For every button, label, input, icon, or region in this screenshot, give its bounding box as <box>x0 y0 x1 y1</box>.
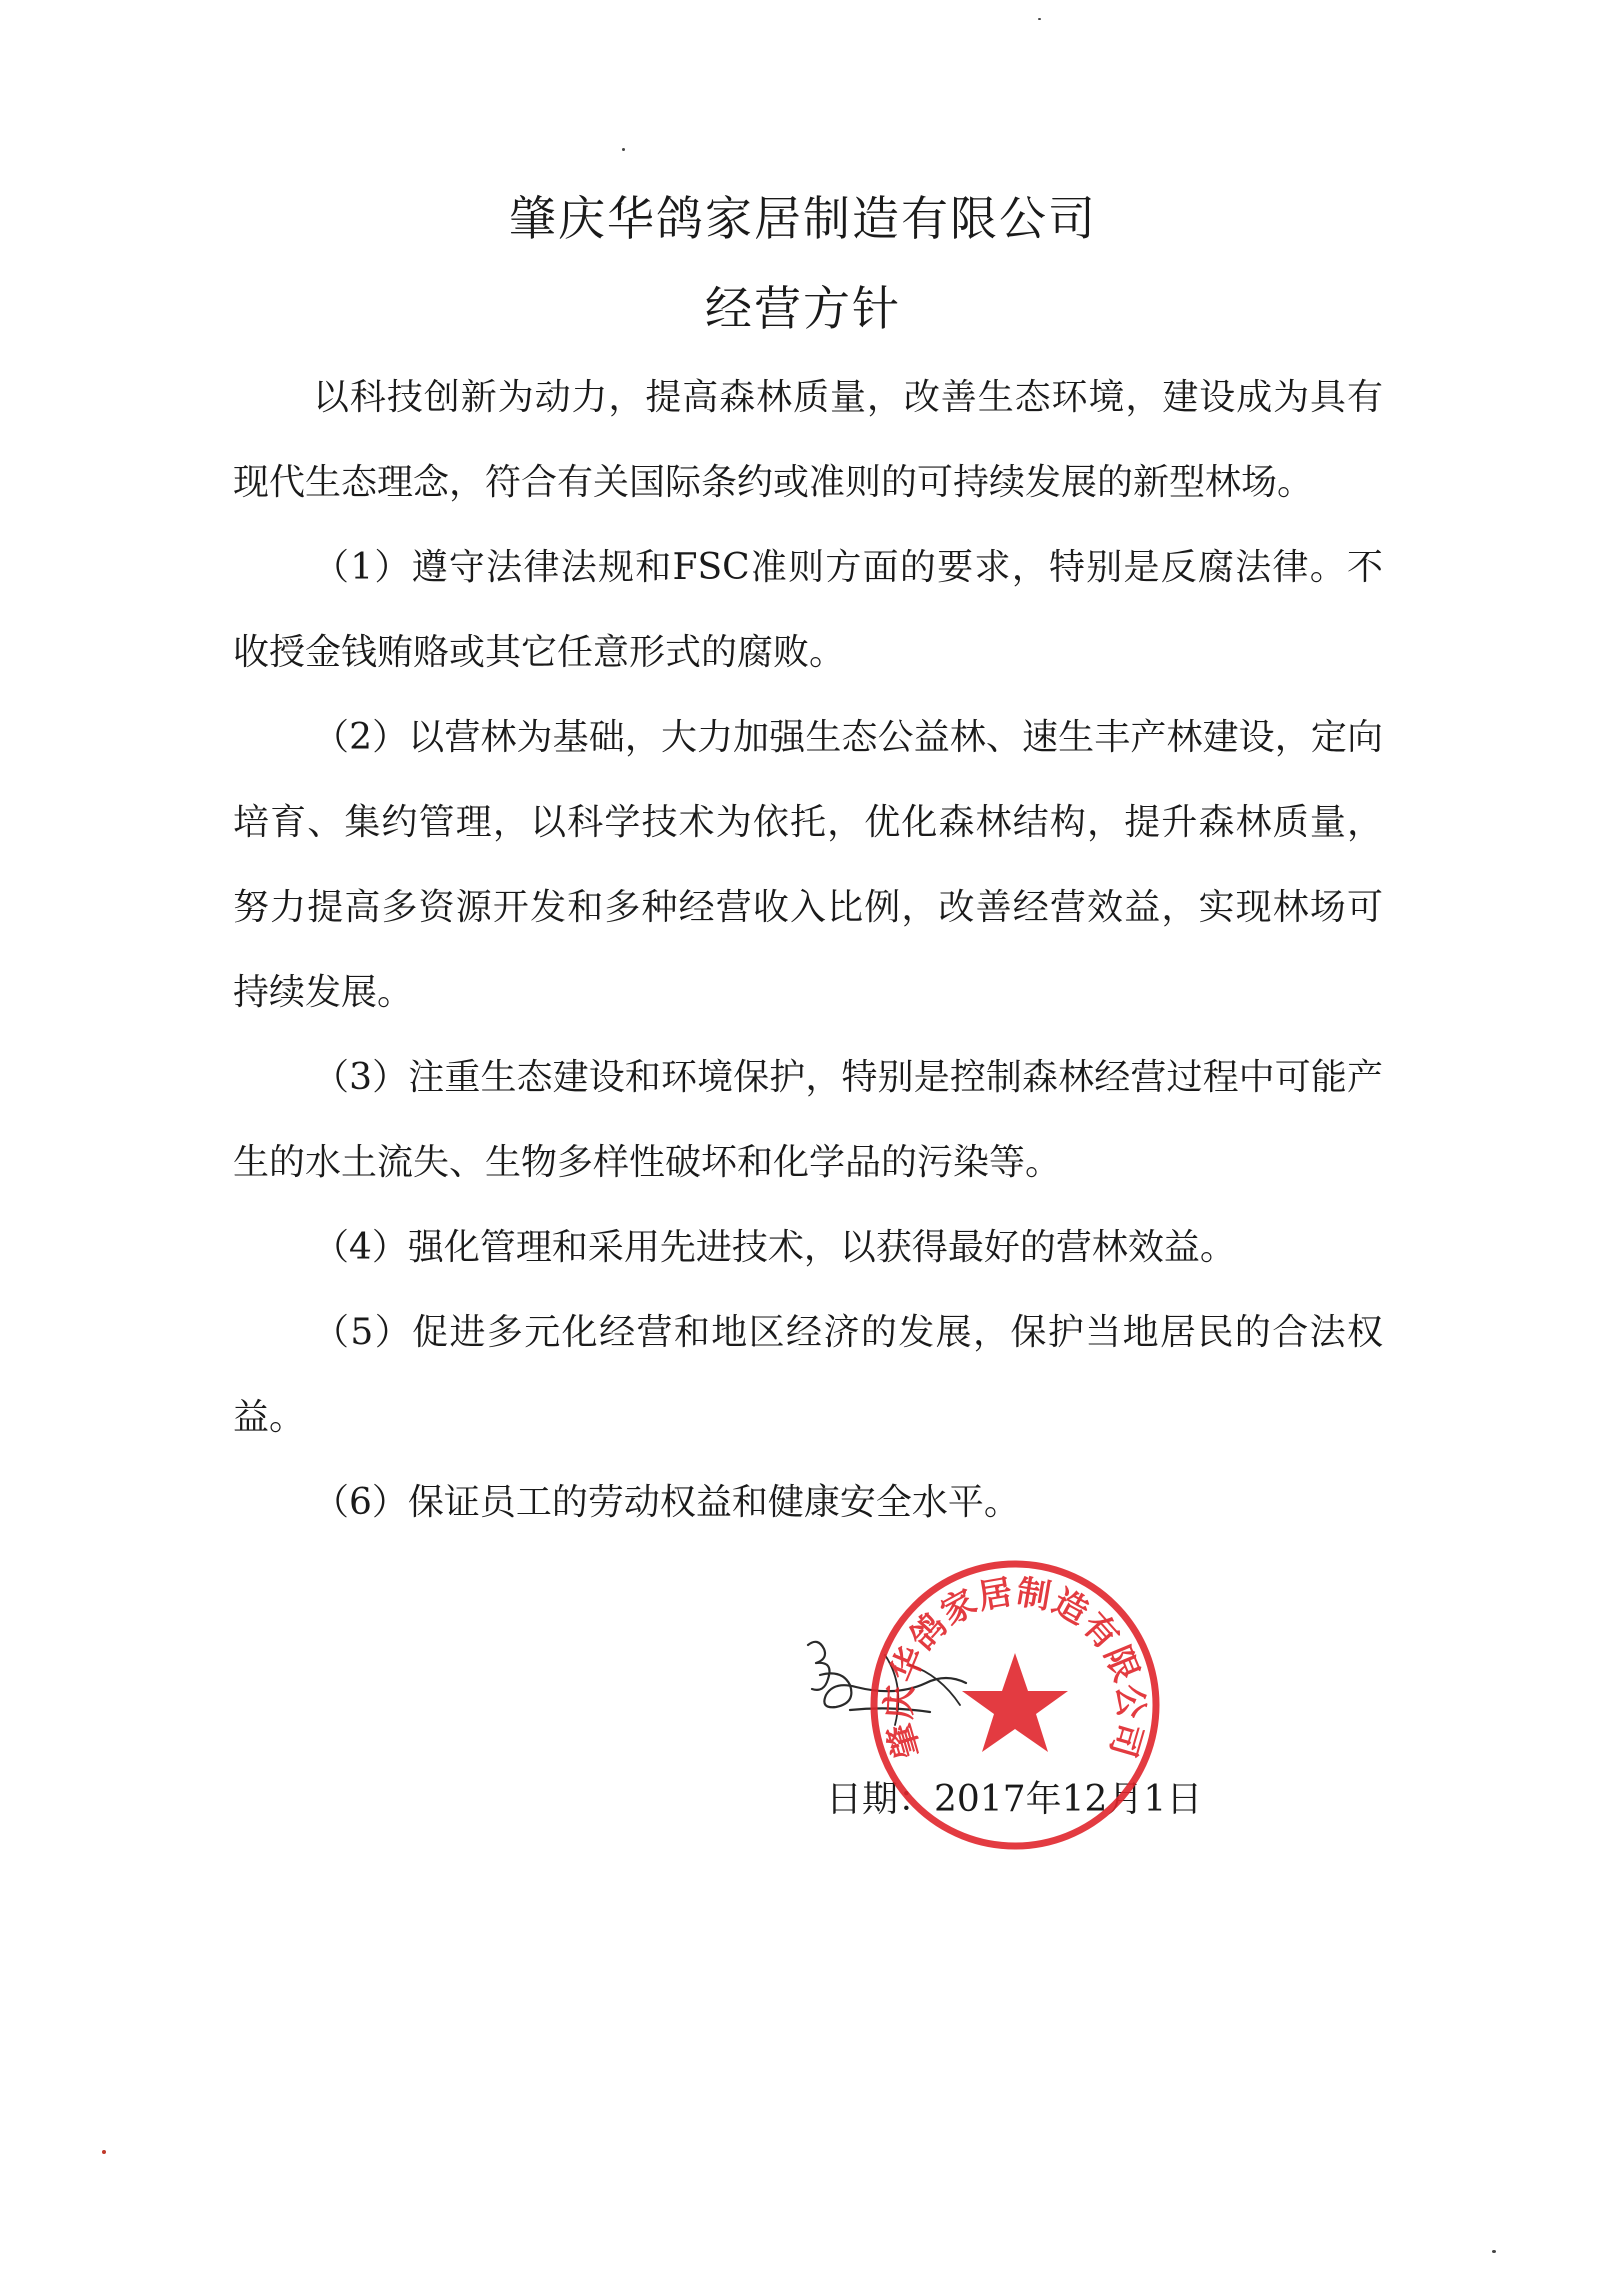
scan-speck <box>1038 18 1041 20</box>
handwritten-signature <box>790 1615 990 1755</box>
document-body <box>233 355 1383 1545</box>
intro-paragraph: 以科技创新为动力，提高森林质量，改善生态环境，建设成为具有现代生态理念，符合有关国际条约或准则的可持续发展的新型林场。 <box>233 377 1383 503</box>
policy-item-3: （3）注重生态建设和环境保护，特别是控制森林经营过程中可能产生的水土流失、生物多样性破坏和化学品的污染等。 <box>233 1057 1383 1183</box>
scan-speck <box>1492 2250 1496 2253</box>
policy-item-1: （1）遵守法律法规和FSC准则方面的要求，特别是反腐法律。不收授金钱贿赂或其它任意形式的腐败。 <box>233 547 1383 673</box>
document-date: 日期：2017年12月1日 <box>826 1779 1203 1820</box>
scan-speck <box>102 2150 106 2154</box>
policy-item-5: （5）促进多元化经营和地区经济的发展，保护当地居民的合法权益。 <box>233 1312 1383 1438</box>
document-title: 经营方针 <box>705 282 901 337</box>
scan-speck <box>622 148 625 151</box>
svg-text:肇庆华鸽家居制造有限公司: 肇庆华鸽家居制造有限公司 <box>879 1572 1151 1763</box>
policy-item-4: （4）强化管理和采用先进技术，以获得最好的营林效益。 <box>313 1227 1236 1268</box>
company-name: 肇庆华鸽家居制造有限公司 <box>509 192 1097 247</box>
policy-item-6: （6）保证员工的劳动权益和健康安全水平。 <box>313 1482 1020 1523</box>
policy-item-2: （2）以营林为基础，大力加强生态公益林、速生丰产林建设，定向培育、集约管理，以科学技术为依托，优化森林结构，提升森林质量，努力提高多资源开发和多种经营收入比例，改善经营效益，实现林场可持续发展。 <box>233 717 1383 1013</box>
